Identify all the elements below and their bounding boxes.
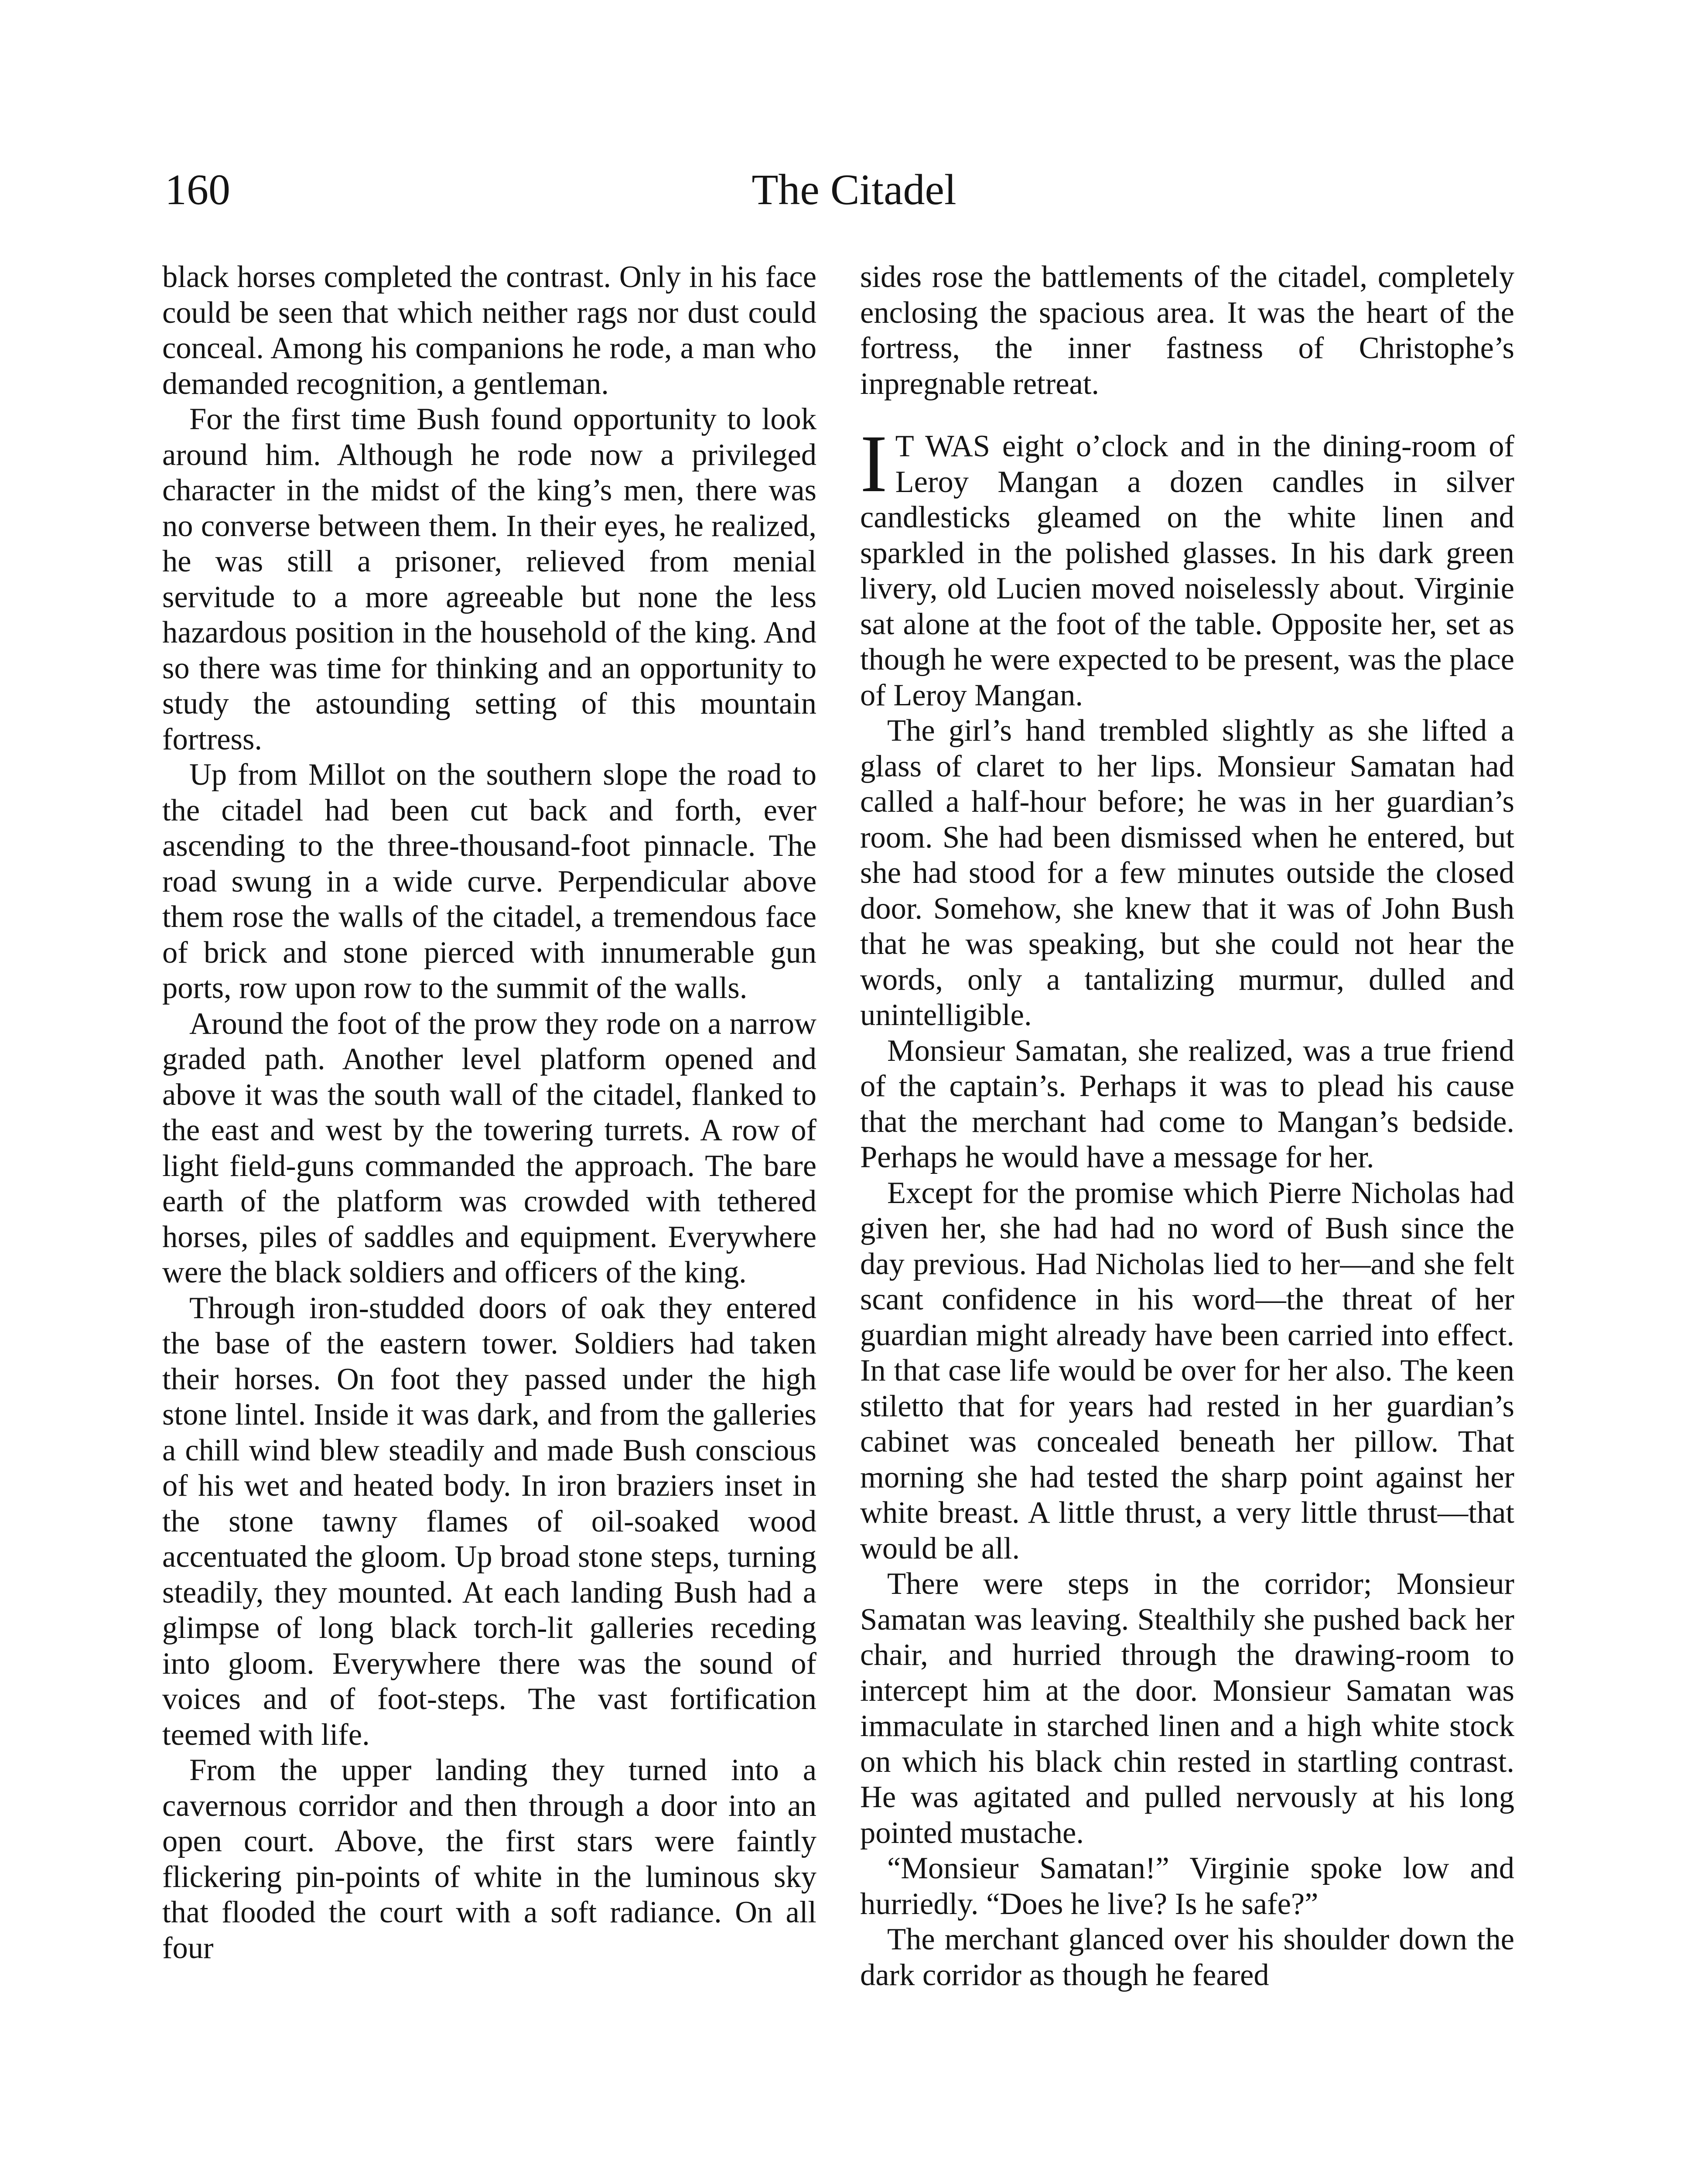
paragraph: Up from Millot on the southern slope the road to the citadel had been cut back and forth, ever ascending to the three-thousand-foot pinnacle. The road swung in a wide curve. Perpendicular above them rose the walls of the citadel, a tremendous face of brick and stone pierced with innumerable gun ports, row upon row to the summit of the walls. — [162, 758, 816, 1005]
paragraph: black horses completed the contrast. Only in his face could be seen that which neither rags nor dust could conceal. Among his companions he rode, a man who demanded recognition, a gentleman. — [162, 260, 816, 401]
section-opening-paragraph — [860, 418, 1514, 713]
paragraph: From the upper landing they turned into a cavernous corridor and then through a door into an open court. Above, the first stars were faintly flickering pin-points of white in the luminous sky that flooded the court with a soft radiance. On all four — [162, 1753, 816, 1965]
paragraph: The girl’s hand trembled slightly as she lifted a glass of claret to her lips. Monsieur Samatan had called a half-hour before; he was in her guardian’s room. She had been dismissed when he entered, but she had stood for a few minutes outside the closed door. Somehow, she knew that it was of John Bush that he was speaking, but she could not hear the words, only a tantalizing murmur, dulled and unintelligible. — [860, 714, 1514, 1032]
paragraph: For the first time Bush found opportunity to look around him. Although he rode now a privileged character in the midst of the king’s men, there was no converse between them. In their eyes, he realized, he was still a prisoner, relieved from menial servitude to a more agreeable but none the less hazardous position in the household of the king. And so there was time for thinking and an opportunity to study the astounding setting of this mountain fortress. — [162, 402, 816, 756]
running-head: The Citadel — [752, 165, 956, 214]
page-number: 160 — [165, 165, 230, 214]
paragraph: sides rose the battlements of the citadel, completely enclosing the spacious area. It was the heart of the fortress, the inner fastness of Christophe’s inpregnable retreat. — [860, 260, 1514, 401]
paragraph: Through iron-studded doors of oak they entered the base of the eastern tower. Soldiers had taken their horses. On foot they passed under the high stone lintel. Inside it was dark, and from the galleries a chill wind blew steadily and made Bush conscious of his wet and heated body. In iron braziers inset in the stone tawny flames of oil-soaked wood accentuated the gloom. Up broad stone steps, turning steadily, they mounted. At each landing Bush had a glimpse of long black torch-lit galleries receding into gloom. Everywhere there was the sound of voices and of foot-steps. The vast fortification teemed with life. — [162, 1291, 816, 1752]
left-column — [162, 260, 816, 1966]
section-opening-text: T WAS eight o’clock and in the dining-room of Leroy Mangan a dozen candles in silver candlesticks gleamed on the white linen and sparkled in the polished glasses. In his dark green livery, old Lucien moved noiselessly about. Virginie sat alone at the foot of the table. Opposite her, set as though he were expected to be present, was the place of Leroy Mangan. — [860, 429, 1514, 712]
paragraph: Except for the promise which Pierre Nicholas had given her, she had had no word of Bush since the day previous. Had Nicholas lied to her—and she felt scant confidence in his word—the threat of her guardian might already have been carried into effect. In that case life would be over for her also. The keen stiletto that for years had rested in her guardian’s cabinet was concealed beneath her pillow. That morning she had tested the sharp point against her white breast. A little thrust, a very little thrust—that would be all. — [860, 1176, 1514, 1566]
paragraph: Around the foot of the prow they rode on a narrow graded path. Another level platform opened and above it was the south wall of the citadel, flanked to the east and west by the towering turrets. A row of light field-guns commanded the approach. The bare earth of the platform was crowded with tethered horses, piles of saddles and equipment. Everywhere were the black soldiers and officers of the king. — [162, 1006, 816, 1289]
paragraph: There were steps in the corridor; Monsieur Samatan was leaving. Stealthily she pushed back her chair, and hurried through the drawing-room to intercept him at the door. Monsieur Samatan was immaculate in starched linen and a high white stock on which his black chin rested in startling contrast. He was agitated and pulled nervously at his long pointed mustache. — [860, 1567, 1514, 1850]
paragraph: “Monsieur Samatan!” Virginie spoke low and hurriedly. “Does he live? Is he safe?” — [860, 1851, 1514, 1921]
paragraph: The merchant glanced over his shoulder down the dark corridor as though he feared — [860, 1922, 1514, 1992]
paragraph: Monsieur Samatan, she realized, was a true friend of the captain’s. Perhaps it was to plead his cause that the merchant had come to Mangan’s bedside. Perhaps he would have a message for her. — [860, 1033, 1514, 1174]
drop-cap: I — [860, 418, 888, 509]
right-column — [860, 260, 1514, 1993]
